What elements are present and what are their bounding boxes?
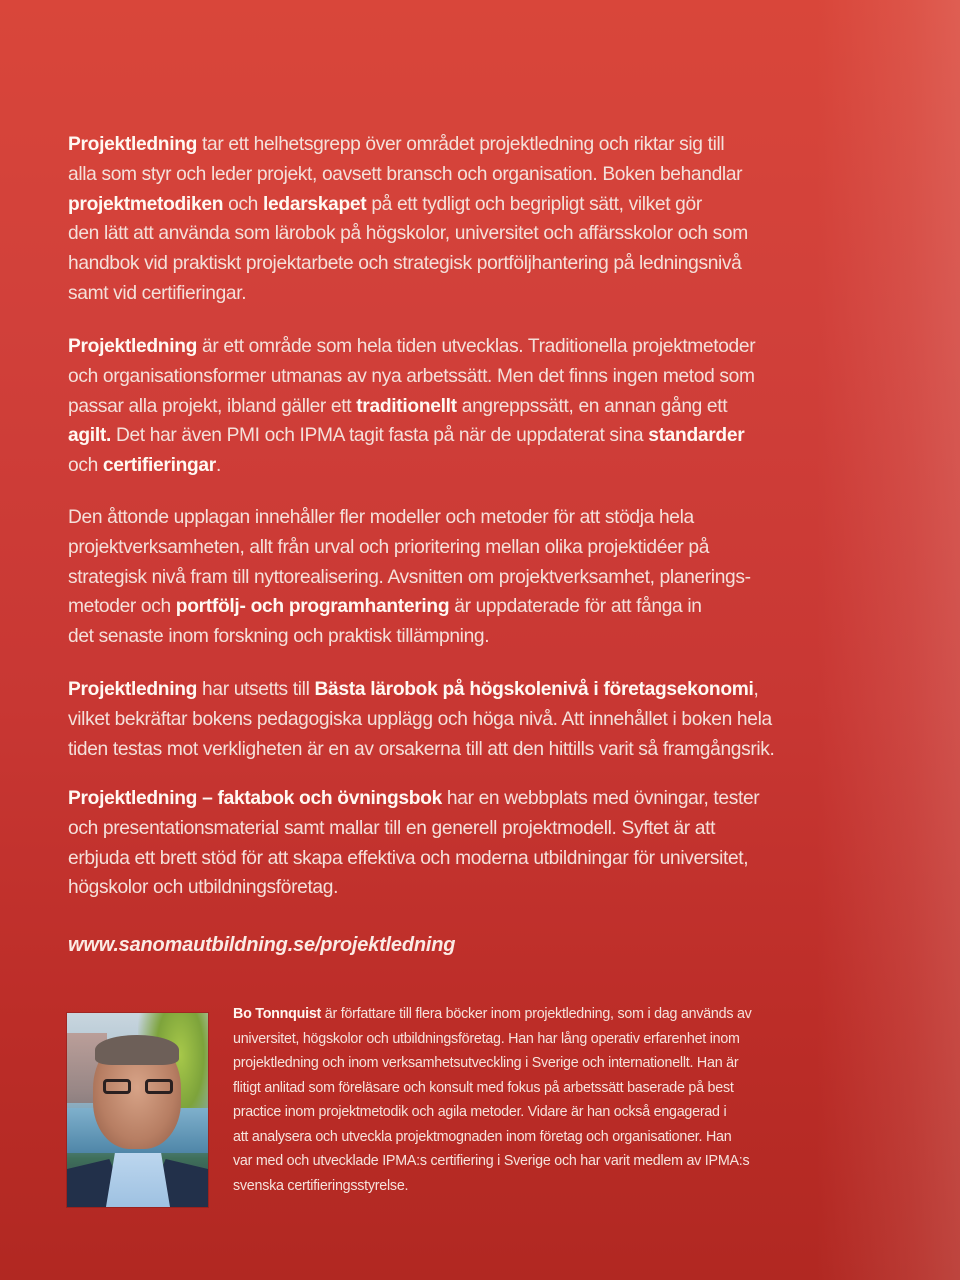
website-paragraph: Projektledning – faktabok och övningsbok har en webbplats med övningar, tester och presentationsmaterial samt mallar till en generell projektmodell. Syftet är att erbjuda ett brett stöd för att skapa effektiva och moderna utbildningar för universitet, högskolor och utbildningsföretag. (68, 788, 760, 899)
author-bio: Bo Tonnquist är författare till flera böcker inom projektledning, som i dag används av universitet, högskolor och utbildningsföretag. Han har lång operativ erfarenhet inom projektledning och inom verksamhetsutveckling i Sverige och internationellt. Han är flitigt anlitad som föreläsare och konsult med fokus på arbetssätt baserade på best practice inom projektmetodik och agila metoder. Vidare är han också engagerad i att analysera och utveckla projektmognaden inom företag och organisationer. Han var med och utvecklade IPMA:s certifiering i Sverige och har varit medlem av IPMA:s svenska certifieringsstyrelse. (233, 1006, 752, 1194)
edition-paragraph: Den åttonde upplagan innehåller fler modeller och metoder för att stödja hela projektverksamheten, allt från urval och prioritering mellan olika projektidéer på strategisk nivå fram till nyttorealisering. Avsnitten om projektverksamhet, planerings- metoder och portfölj- och programhantering är uppdaterade för att fånga in det senaste inom forskning och praktisk tillämpning. (68, 507, 751, 648)
hair (95, 1035, 179, 1065)
author-name: Bo Tonnquist (233, 1006, 322, 1022)
author-photo (67, 1013, 208, 1207)
website-url: www.sanomautbildning.se/projektledning (68, 934, 456, 956)
methods-paragraph: Projektledning är ett område som hela tiden utvecklas. Traditionella projektmetoder och organisationsformer utmanas av nya arbetssätt. Men det finns ingen metod som passar alla projekt, ibland gäller ett traditionellt angreppssätt, en annan gång ett agilt. Det har även PMI och IPMA tagit fasta på när de uppdaterat sina standarder och certifieringar. (68, 336, 756, 477)
glasses-icon (103, 1079, 173, 1095)
intro-paragraph: Projektledning tar ett helhetsgrepp över området projektledning och riktar sig till alla som styr och leder projekt, oavsett bransch och organisation. Boken behandlar projektmetodiken och ledarskapet på ett tydligt och begripligt sätt, vilket gör den lätt att använda som lärobok på högskolor, universitet och affärsskolor och som handbok vid praktiskt projektarbete och strategisk portföljhantering på ledningsnivå samt vid certifieringar. (68, 134, 748, 304)
shirt (105, 1153, 171, 1207)
award-paragraph: Projektledning har utsetts till Bästa lärobok på högskolenivå i företagsekonomi, vilket bekräftar bokens pedagogiska upplägg och höga nivå. Att innehållet i boken hela tiden testas mot verkligheten är en av orsakerna till att den hittills varit så framgångsrik. (68, 679, 775, 760)
